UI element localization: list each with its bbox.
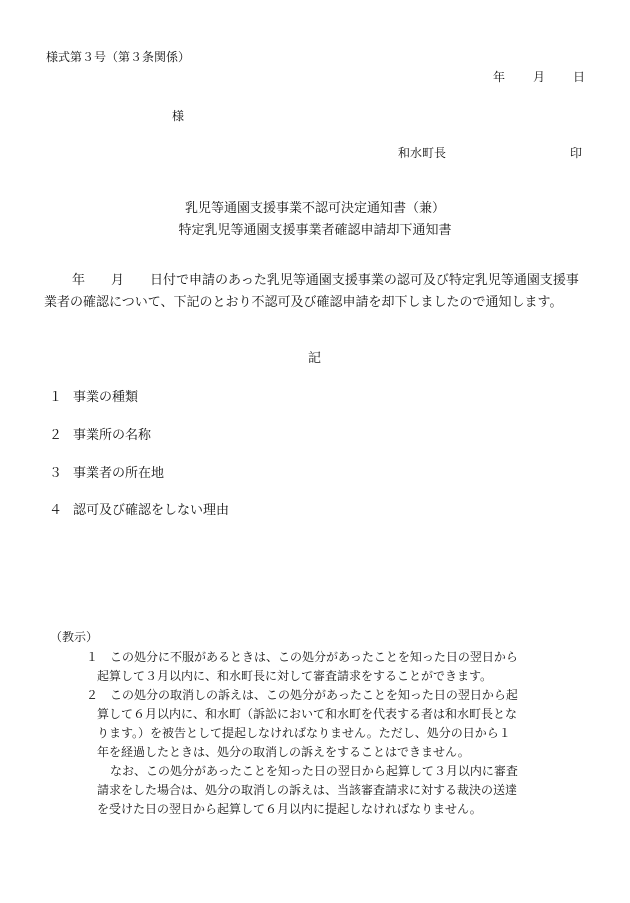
title-line-2: 特定乳児等通園支援事業者確認申請却下通知書 [178, 223, 452, 238]
list-item [49, 462, 164, 481]
item-number: ３ [49, 466, 63, 481]
item-label: 事業者の所在地 [73, 466, 165, 481]
notice-item-2-line-7: を受けた日の翌日から起算して６月以内に提起しなければなりません。 [97, 802, 482, 816]
issuer-seal: 印 [570, 146, 583, 160]
title-line-1: 乳児等通園支援事業不認可決定通知書（兼） [184, 201, 445, 216]
form-label: 様式第３号（第３条関係） [46, 50, 191, 64]
item-label: 事業の種類 [73, 390, 139, 405]
item-number: ４ [49, 503, 63, 518]
notice-heading: （教示） [50, 630, 99, 644]
date-line [493, 68, 585, 85]
notice-item-1-line-1: この処分に不服があるときは、この処分があったことを知った日の翌日から [110, 650, 518, 664]
date-year: 年 [492, 70, 505, 84]
addressee-suffix: 様 [172, 109, 185, 123]
ki-marker: 記 [308, 351, 322, 366]
notice-item-2-number: ２ [86, 688, 99, 702]
notice-item-2-line-5: なお、この処分があったことを知った日の翌日から起算して３月以内に審査 [110, 764, 518, 778]
issuer-name: 和水町長 [398, 146, 447, 160]
date-month: 月 [532, 70, 545, 84]
notice-item-2-line-3: ります。）を被告として提起しなければなりません。ただし、処分の日から１ [97, 726, 511, 740]
notice-item-2-line-4: 年を経過したときは、処分の取消しの訴えをすることはできません。 [97, 745, 470, 759]
item-label: 認可及び確認をしない理由 [73, 503, 230, 518]
date-day: 日 [572, 70, 585, 84]
list-item [49, 499, 229, 518]
notice-item-2-line-6: 請求をした場合は、処分の取消しの訴えは、当該審査請求に対する裁決の送達 [97, 783, 518, 797]
body-paragraph: 年 月 日付で申請のあった乳児等通園支援事業の認可及び特定乳児等通園支援事業者の確認について、下記のとおり不認可及び確認申請を却下しましたので通知します。 [44, 273, 579, 310]
notice-item-2-line-1: この処分の取消しの訴えは、この処分があったことを知った日の翌日から起 [110, 688, 518, 702]
list-item [49, 424, 151, 443]
notice-item-1-number: １ [86, 650, 99, 664]
notice-item-1-line-2: 起算して３月以内に、和水町長に対して審査請求をすることができます。 [97, 669, 493, 683]
item-number: １ [49, 390, 63, 405]
item-number: ２ [49, 428, 63, 443]
notice-item-2-line-2: 算して６月以内に、和水町（訴訟において和水町を代表する者は和水町長とな [97, 707, 518, 721]
item-label: 事業所の名称 [73, 428, 152, 443]
list-item [49, 386, 138, 405]
